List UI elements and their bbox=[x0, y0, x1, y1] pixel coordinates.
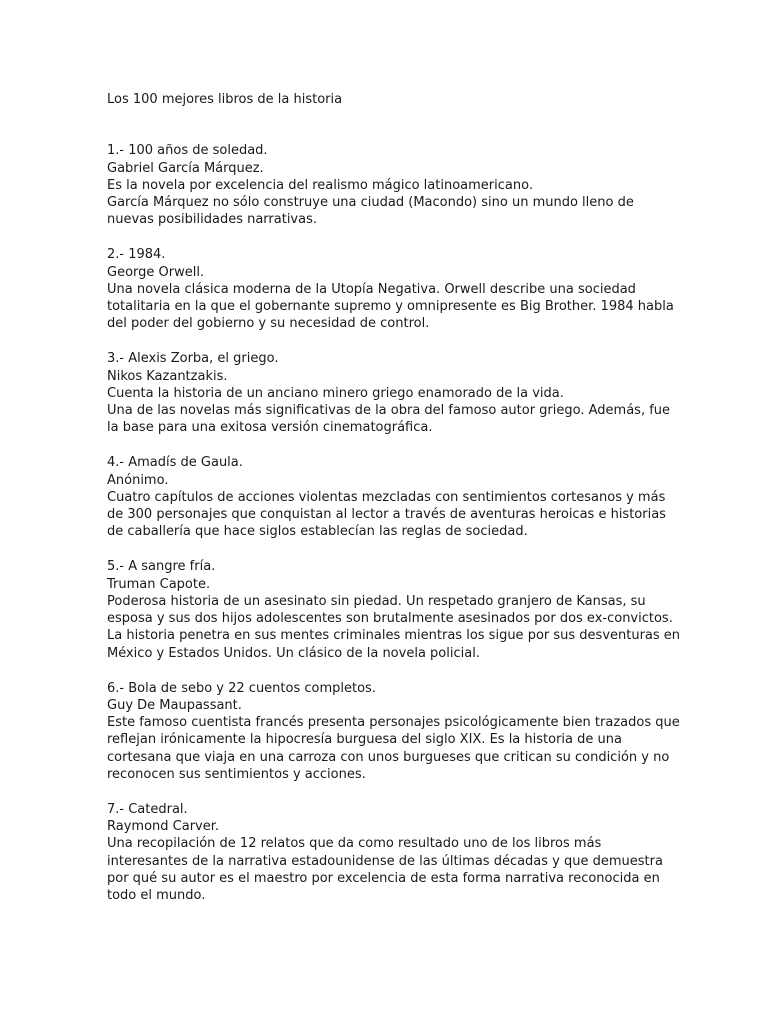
entry-description-line: cortesana que viaja en una carroza con unos burgueses que critican su condición y no bbox=[107, 749, 670, 765]
entry-description-line: de 300 personajes que conquistan al lector a través de aventuras heroicas e historias bbox=[107, 507, 666, 523]
entry-heading: 1.- 100 años de soledad. bbox=[107, 143, 268, 159]
entry-heading: 6.- Bola de sebo y 22 cuentos completos. bbox=[107, 680, 376, 696]
entry-description-line: Una recopilación de 12 relatos que da como resultado uno de los libros más bbox=[107, 836, 602, 852]
entry-description-line: reconocen sus sentimientos y acciones. bbox=[107, 767, 366, 782]
book-entry-5 bbox=[107, 558, 747, 662]
entry-description-line: México y Estados Unidos. Un clásico de la novela policial. bbox=[107, 645, 480, 661]
entry-heading: 4.- Amadís de Gaula. bbox=[107, 455, 243, 471]
entry-description-line: nuevas posibilidades narrativas. bbox=[107, 212, 317, 228]
entry-description-line: del poder del gobierno y su necesidad de control. bbox=[107, 316, 430, 332]
entry-heading: 3.- Alexis Zorba, el griego. bbox=[107, 351, 279, 367]
entry-description-line: Cuenta la historia de un anciano minero griego enamorado de la vida. bbox=[107, 385, 564, 401]
entry-description-line: Este famoso cuentista francés presenta personajes psicológicamente bien trazados que bbox=[107, 715, 680, 731]
document-page bbox=[107, 91, 747, 922]
book-entry-7 bbox=[107, 801, 747, 905]
entry-author: George Orwell. bbox=[107, 264, 205, 280]
entry-description-line: La historia penetra en sus mentes criminales mientras los sigue por sus desventuras en bbox=[107, 628, 681, 644]
entry-description-line: esposa y sus dos hijos adolescentes son brutalmente asesinados por dos ex-convictos. bbox=[107, 611, 673, 627]
entry-description-line: interesantes de la narrativa estadounidense de las últimas décadas y que demuestra bbox=[107, 853, 663, 869]
entry-author: Anónimo. bbox=[107, 472, 169, 488]
book-entry-4 bbox=[107, 454, 747, 540]
entry-description-line: García Márquez no sólo construye una ciudad (Macondo) sino un mundo lleno de bbox=[107, 195, 634, 211]
entry-description-line: Una novela clásica moderna de la Utopía Negativa. Orwell describe una sociedad bbox=[107, 281, 636, 297]
book-entry-1 bbox=[107, 142, 747, 228]
book-entry-6 bbox=[107, 680, 747, 784]
entry-description-line: la base para una exitosa versión cinematográfica. bbox=[107, 420, 433, 436]
entry-description-line: reflejan irónicamente la hipocresía burguesa del siglo XIX. Es la historia de una bbox=[107, 732, 622, 748]
entry-description-line: Cuatro capítulos de acciones violentas mezcladas con sentimientos cortesanos y más bbox=[107, 489, 666, 505]
entry-author: Nikos Kazantzakis. bbox=[107, 368, 228, 384]
entry-description-line: totalitaria en la que el gobernante supremo y omnipresente es Big Brother. 1984 habla bbox=[107, 299, 674, 315]
entry-author: Guy De Maupassant. bbox=[107, 697, 242, 713]
entry-description-line: Una de las novelas más significativas de la obra del famoso autor griego. Además, fue bbox=[107, 403, 671, 419]
entry-description-line: de caballería que hace siglos establecían las reglas de sociedad. bbox=[107, 524, 528, 540]
entry-author: Truman Capote. bbox=[107, 576, 211, 592]
entry-heading: 2.- 1984. bbox=[107, 247, 166, 263]
entry-description-line: todo el mundo. bbox=[107, 888, 206, 904]
entry-heading: 5.- A sangre fría. bbox=[107, 559, 216, 575]
entry-description-line: Es la novela por excelencia del realismo mágico latinoamericano. bbox=[107, 177, 533, 193]
entry-author: Raymond Carver. bbox=[107, 819, 220, 835]
entry-heading: 7.- Catedral. bbox=[107, 801, 188, 817]
book-entry-3 bbox=[107, 350, 747, 436]
document-title: Los 100 mejores libros de la historia bbox=[107, 92, 343, 107]
entry-description-line: Poderosa historia de un asesinato sin piedad. Un respetado granjero de Kansas, su bbox=[107, 593, 646, 609]
entry-author: Gabriel García Márquez. bbox=[107, 160, 264, 176]
book-entry-2 bbox=[107, 246, 747, 332]
entry-description-line: por qué su autor es el maestro por excelencia de esta forma narrativa reconocida en bbox=[107, 870, 660, 886]
